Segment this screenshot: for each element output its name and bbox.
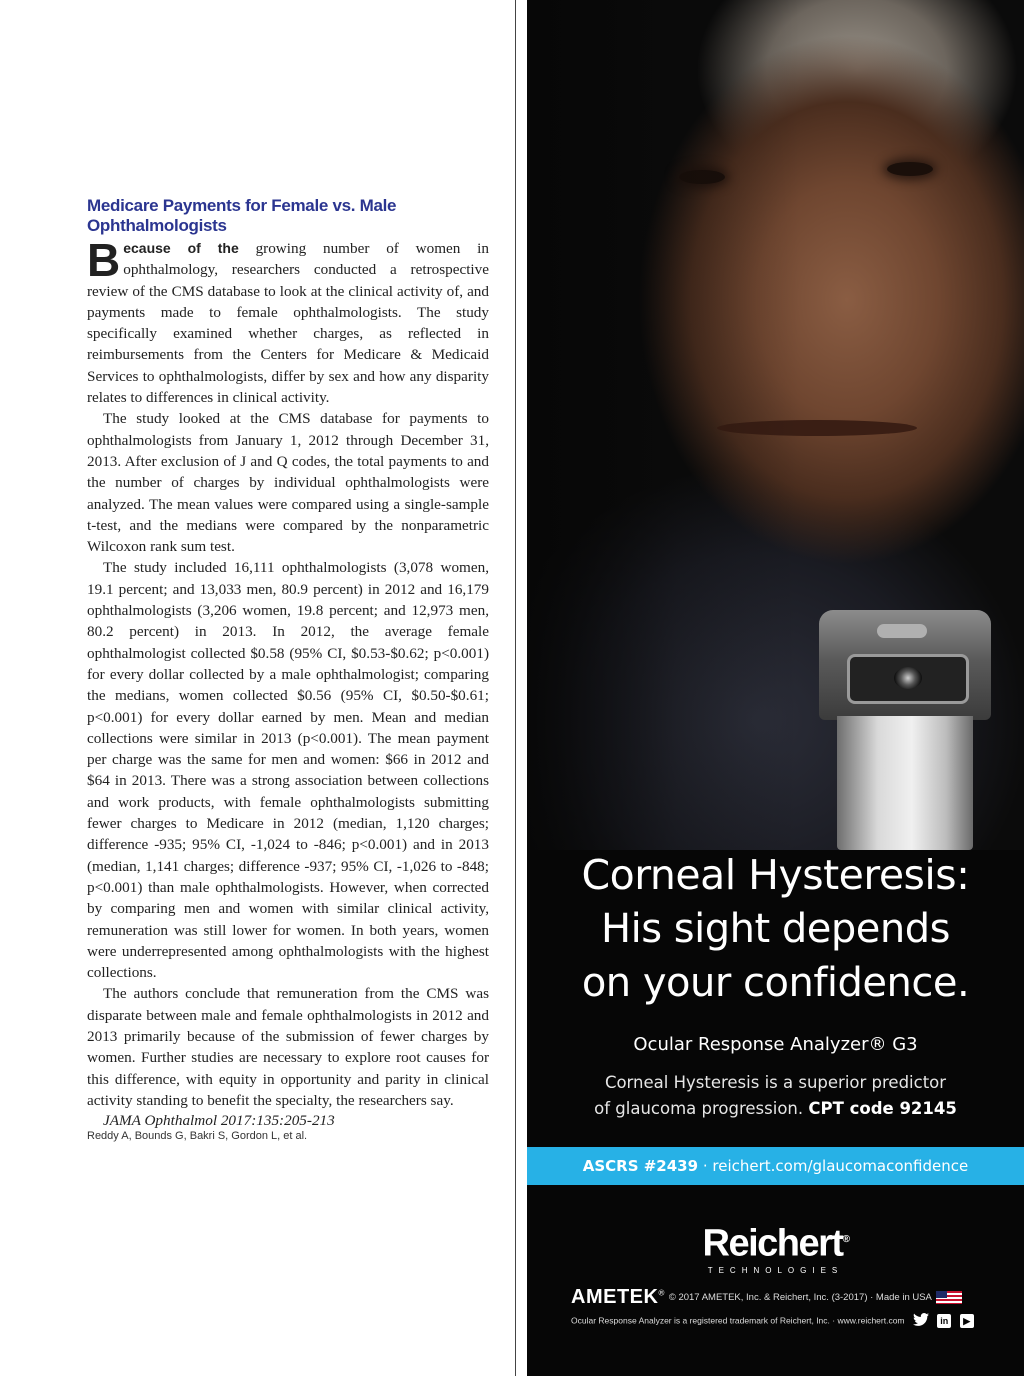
copyright-text: © 2017 AMETEK, Inc. & Reichert, Inc. (3-2017) · Made in USA: [668, 1292, 932, 1303]
trademark-text: Ocular Response Analyzer is a registered trademark of Reichert, Inc. · www.reichert.com: [571, 1315, 905, 1326]
us-flag-icon: [936, 1291, 962, 1304]
device-window: [847, 654, 969, 704]
booth-number: ASCRS #2439: [582, 1157, 699, 1175]
brand-sub: TECHNOLOGIES: [707, 1265, 844, 1275]
headline-line-1: Corneal Hysteresis:: [581, 851, 970, 899]
reichert-logo: [527, 1220, 1024, 1275]
product-name: Ocular Response Analyzer® G3: [633, 1034, 918, 1055]
column-divider: [515, 0, 516, 1376]
device-top: [877, 624, 927, 638]
citation: JAMA Ophthalmol 2017:135:205-213: [103, 1112, 335, 1130]
youtube-icon[interactable]: ▶: [960, 1314, 974, 1328]
device-image: [819, 610, 991, 850]
article-title: Medicare Payments for Female vs. Male Ophthalmologists: [87, 196, 397, 235]
trademark-line: [571, 1313, 1021, 1329]
paragraph-3: The study included 16,111 ophthalmologists (3,078 women, 19.1 percent; and 13,033 men, 80.9 percent) in 2012 and 16,179 ophthalmologists (3,206 women, 19.8 percent; and 12,973 men, 80.2 percent) in 2013. In 2012, the average female ophthalmologist collected $0.58 (95% CI, $0.53-$0.62; p<0.001) for every dollar collected by a male ophthalmologist; comparing the medians, women collected $0.56 (95% CI, $0.50-$0.61; p<0.001) for every dollar earned by men. Mean and median collections were similar in 2013 (p<0.001). The mean payment per charge was the same for men and women: $66 in 2012 and $64 in 2013. There was a strong association between collections and work products, with female ophthalmologists submitting fewer charges to Medicare in 2012 (median, 1,120 charges; difference -935; 95% CI, -1,024 to -846; p<0.001) and in 2013 (median, 1,141 charges; difference -937; 95% CI, -1,026 to -848; p<0.001) than male ophthalmologists. However, when corrected by comparing men and women with similar clinical activity, remuneration was still lower for women. In both years, women were underrepresented among ophthalmologists with the highest collections.: [87, 559, 489, 982]
article-body: [87, 234, 489, 1111]
tagline-line-1: Corneal Hysteresis is a superior predictor: [604, 1073, 947, 1092]
paragraph-1-text: growing number of women in ophthalmology, researchers conducted a retrospective review of the CMS database to look at the clinical activity of, and payments made to female ophthalmologists. The study specifically examined whether charges, as reflected in reimbursements from the Centers for Medicare & Medicaid Services to ophthalmologists, differ by sex and how any disparity relates to differences in clinical activity.: [87, 240, 489, 407]
ametek-registered: ®: [658, 1288, 665, 1298]
device-lens: [894, 667, 922, 689]
brand-registered: ®: [842, 1234, 849, 1245]
tagline: [527, 1070, 1024, 1122]
brand-wordmark: [527, 1220, 1024, 1264]
drop-cap: B: [87, 234, 121, 286]
cpt-code: CPT code 92145: [808, 1099, 957, 1118]
headline-line-2: His sight depends: [601, 906, 950, 952]
device-body: [837, 716, 973, 850]
brand-name: Reichert: [702, 1222, 843, 1265]
copyright-line: [571, 1286, 1011, 1309]
ametek-logo: AMETEK: [571, 1286, 659, 1308]
lead-in: ecause of the: [123, 240, 239, 256]
device-head: [819, 610, 991, 720]
bar-separator: ·: [702, 1157, 708, 1175]
ad-headline: [527, 848, 1024, 1010]
paragraph-4: The authors conclude that remuneration from the CMS was disparate between male and female ophthalmologists in 2012 and 2013 primarily because of the submission of fewer charges by women. Further studies are necessary to explore root causes for this difference, with equity in opportunity and parity in clinical activity standing to benefit the specialty, the researchers say.: [87, 985, 489, 1109]
article: [87, 196, 489, 1143]
linkedin-icon[interactable]: in: [937, 1314, 951, 1328]
booth-bar: [527, 1147, 1024, 1185]
tagline-line-2: [527, 1096, 1024, 1122]
tagline-line-2-text: of glaucoma progression.: [594, 1099, 804, 1118]
headline-line-3: on your confidence.: [581, 960, 970, 1006]
advertisement: [527, 0, 1024, 1376]
twitter-icon[interactable]: [913, 1313, 929, 1329]
campaign-url[interactable]: reichert.com/glaucomaconfidence: [712, 1157, 969, 1175]
paragraph-2: The study looked at the CMS database for payments to ophthalmologists from January 1, 2012 through December 31, 2013. After exclusion of J and Q codes, the total payments to and the number of charges by individual ophthalmologists were analyzed. The mean values were compared using a single-sample t-test, and the medians were compared by the nonparametric Wilcoxon rank sum test.: [87, 410, 489, 556]
paragraph-1: [87, 234, 489, 408]
authors: Reddy A, Bounds G, Bakri S, Gordon L, et al.: [87, 1130, 308, 1143]
